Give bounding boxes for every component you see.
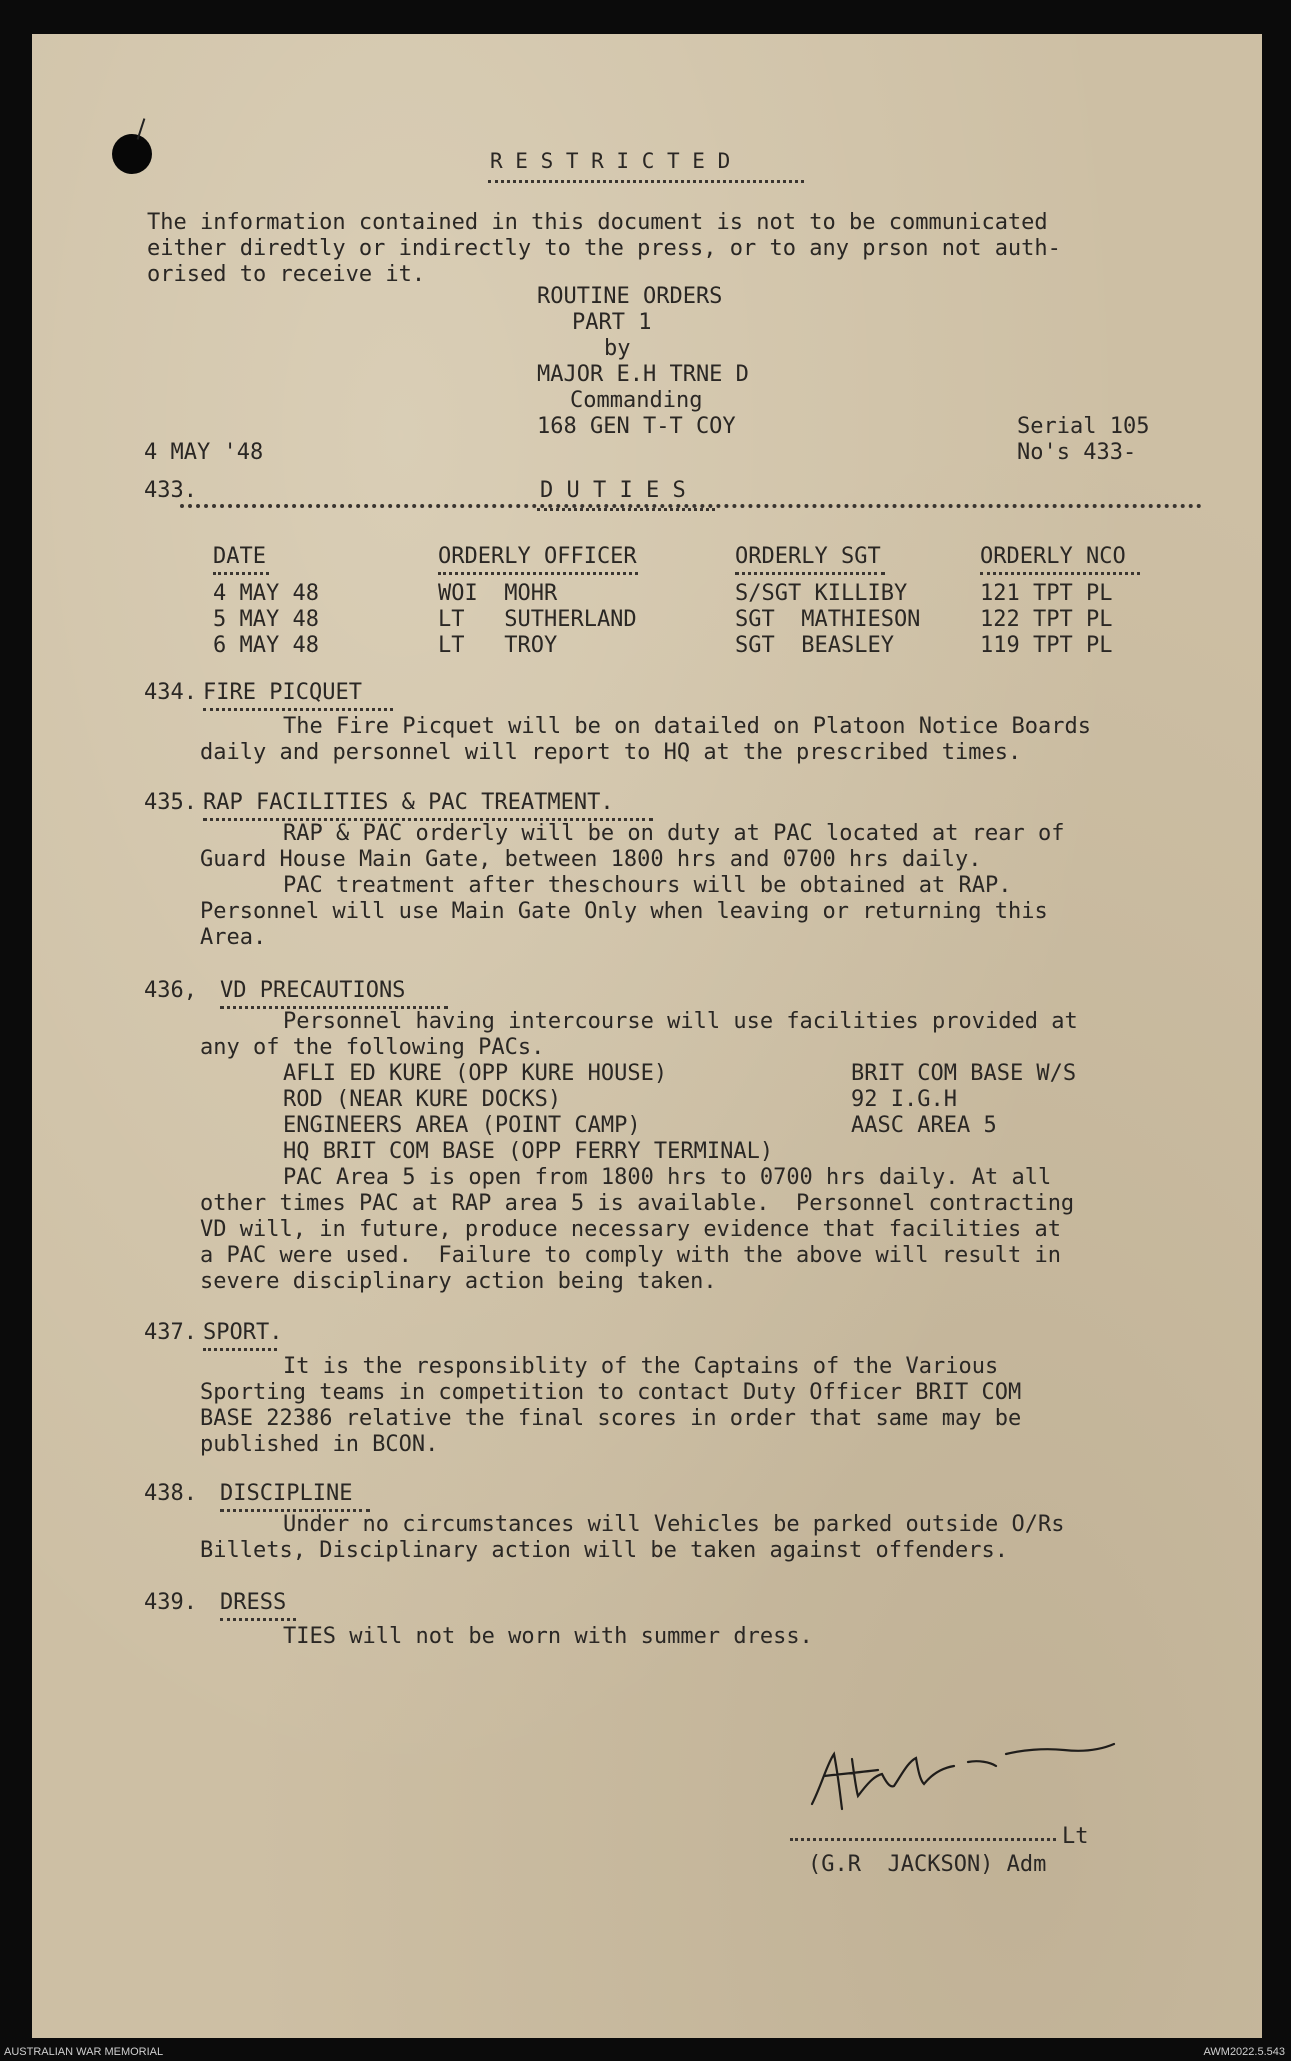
- paragraph-line: Guard House Main Gate, between 1800 hrs and 0700 hrs daily.: [200, 847, 982, 872]
- signatory-rank: Lt: [1062, 1824, 1089, 1849]
- table-cell: S/SGT KILLIBY: [735, 581, 908, 606]
- table-header-date: DATE: [213, 544, 266, 569]
- table-cell: 5 MAY 48: [213, 607, 319, 632]
- section-title: FIRE PICQUET: [203, 680, 362, 705]
- handwritten-signature: [782, 1714, 1152, 1824]
- table-cell: SGT BEASLEY: [735, 633, 894, 658]
- paragraph-line: published in BCON.: [200, 1432, 439, 1457]
- pac-location: ROD (NEAR KURE DOCKS): [283, 1087, 562, 1112]
- paragraph-line: Under no circumstances will Vehicles be parked outside O/Rs: [283, 1512, 1065, 1537]
- paragraph-line: PAC treatment after theschours will be obtained at RAP.: [283, 873, 1012, 898]
- notice-line-1: The information contained in this document is not to be communicated: [147, 210, 1048, 235]
- section-number: 439.: [144, 1590, 197, 1615]
- underline: [220, 1618, 296, 1623]
- pac-location: BRIT COM BASE W/S: [851, 1061, 1077, 1086]
- footer-source: AUSTRALIAN WAR MEMORIAL: [4, 2046, 164, 2058]
- section-number: 434.: [144, 680, 197, 705]
- serial-number: Serial 105: [1017, 414, 1150, 439]
- notice-line-3: orised to receive it.: [147, 262, 426, 287]
- pac-location: AFLI ED KURE (OPP KURE HOUSE): [283, 1061, 668, 1086]
- section-title: VD PRECAUTIONS: [220, 978, 406, 1003]
- document-page: [32, 34, 1262, 2038]
- section-title: D U T I E S: [540, 478, 686, 503]
- paragraph-line: Billets, Disciplinary action will be taken against offenders.: [200, 1538, 1008, 1563]
- table-cell: LT TROY: [438, 633, 558, 658]
- heading-officer: MAJOR E.H TRNE D: [537, 362, 749, 387]
- section-title: RAP FACILITIES & PAC TREATMENT.: [203, 790, 614, 815]
- section-title: DRESS: [220, 1590, 287, 1615]
- paragraph-line: VD will, in future, produce necessary evidence that facilities at: [200, 1217, 1061, 1242]
- underline: [980, 572, 1140, 577]
- section-number: 438.: [144, 1481, 197, 1506]
- heading-by: by: [604, 336, 631, 361]
- paragraph-line: other times PAC at RAP area 5 is available. Personnel contracting: [200, 1191, 1075, 1216]
- paragraph-line: It is the responsiblity of the Captains of the Various: [283, 1354, 999, 1379]
- paragraph-line: BASE 22386 relative the final scores in order that same may be: [200, 1406, 1022, 1431]
- table-header-officer: ORDERLY OFFICER: [438, 544, 637, 569]
- classification-heading: R E S T R I C T E D: [490, 149, 731, 173]
- underline: [203, 1348, 277, 1353]
- paragraph-line: Personnel will use Main Gate Only when leaving or returning this: [200, 899, 1048, 924]
- document-date: 4 MAY '48: [144, 440, 264, 465]
- underline: [213, 572, 269, 577]
- table-cell: LT SUTHERLAND: [438, 607, 637, 632]
- paragraph-line: any of the following PACs.: [200, 1035, 545, 1060]
- table-cell: WOI MOHR: [438, 581, 558, 606]
- paragraph-line: Personnel having intercourse will use facilities provided at: [283, 1009, 1078, 1034]
- paragraph-line: a PAC were used. Failure to comply with the above will result in: [200, 1243, 1061, 1268]
- heading-part: PART 1: [572, 310, 652, 335]
- punch-hole: [112, 134, 152, 174]
- notice-line-2: either diredtly or indirectly to the press, or to any prson not auth-: [147, 236, 1061, 261]
- section-title: DISCIPLINE: [220, 1481, 353, 1506]
- section-number: 436,: [144, 978, 197, 1003]
- pac-location: AASC AREA 5: [851, 1113, 997, 1138]
- section-number: 433.: [144, 478, 197, 503]
- table-cell: 6 MAY 48: [213, 633, 319, 658]
- section-number: 435.: [144, 790, 197, 815]
- pac-location: HQ BRIT COM BASE (OPP FERRY TERMINAL): [283, 1139, 774, 1164]
- underline: [438, 572, 638, 577]
- table-cell: SGT MATHIESON: [735, 607, 921, 632]
- table-cell: 4 MAY 48: [213, 581, 319, 606]
- pac-location: ENGINEERS AREA (POINT CAMP): [283, 1113, 641, 1138]
- paragraph-line: PAC Area 5 is open from 1800 hrs to 0700 hrs daily. At all: [283, 1165, 1052, 1190]
- table-cell: 122 TPT PL: [980, 607, 1113, 632]
- underline: [203, 708, 393, 713]
- heading-role: Commanding: [570, 388, 703, 413]
- table-header-nco: ORDERLY NCO: [980, 544, 1126, 569]
- signatory-name: (G.R JACKSON) Adm: [808, 1852, 1047, 1877]
- paragraph-line: Sporting teams in competition to contact Duty Officer BRIT COM: [200, 1380, 1022, 1405]
- paragraph-line: The Fire Picquet will be on datailed on Platoon Notice Boards: [283, 714, 1091, 739]
- underline: [488, 180, 804, 185]
- table-cell: 119 TPT PL: [980, 633, 1113, 658]
- heading-title: ROUTINE ORDERS: [537, 284, 723, 309]
- section-title: SPORT.: [203, 1320, 283, 1345]
- heading-unit: 168 GEN T-T COY: [537, 414, 736, 439]
- paragraph-line: TIES will not be worn with summer dress.: [283, 1624, 813, 1649]
- section-number: 437.: [144, 1320, 197, 1345]
- paragraph-line: Area.: [200, 925, 267, 950]
- paragraph-line: severe disciplinary action being taken.: [200, 1269, 717, 1294]
- underline: [537, 508, 715, 513]
- signature-line: [790, 1838, 1056, 1843]
- underline: [735, 572, 885, 577]
- footer-accession: AWM2022.5.543: [1203, 2046, 1285, 2058]
- paragraph-line: RAP & PAC orderly will be on duty at PAC located at rear of: [283, 821, 1065, 846]
- paragraph-line: daily and personnel will report to HQ at the prescribed times.: [200, 740, 1022, 765]
- pac-location: 92 I.G.H: [851, 1087, 957, 1112]
- table-header-sgt: ORDERLY SGT: [735, 544, 881, 569]
- order-numbers: No's 433-: [1017, 440, 1137, 465]
- table-cell: 121 TPT PL: [980, 581, 1113, 606]
